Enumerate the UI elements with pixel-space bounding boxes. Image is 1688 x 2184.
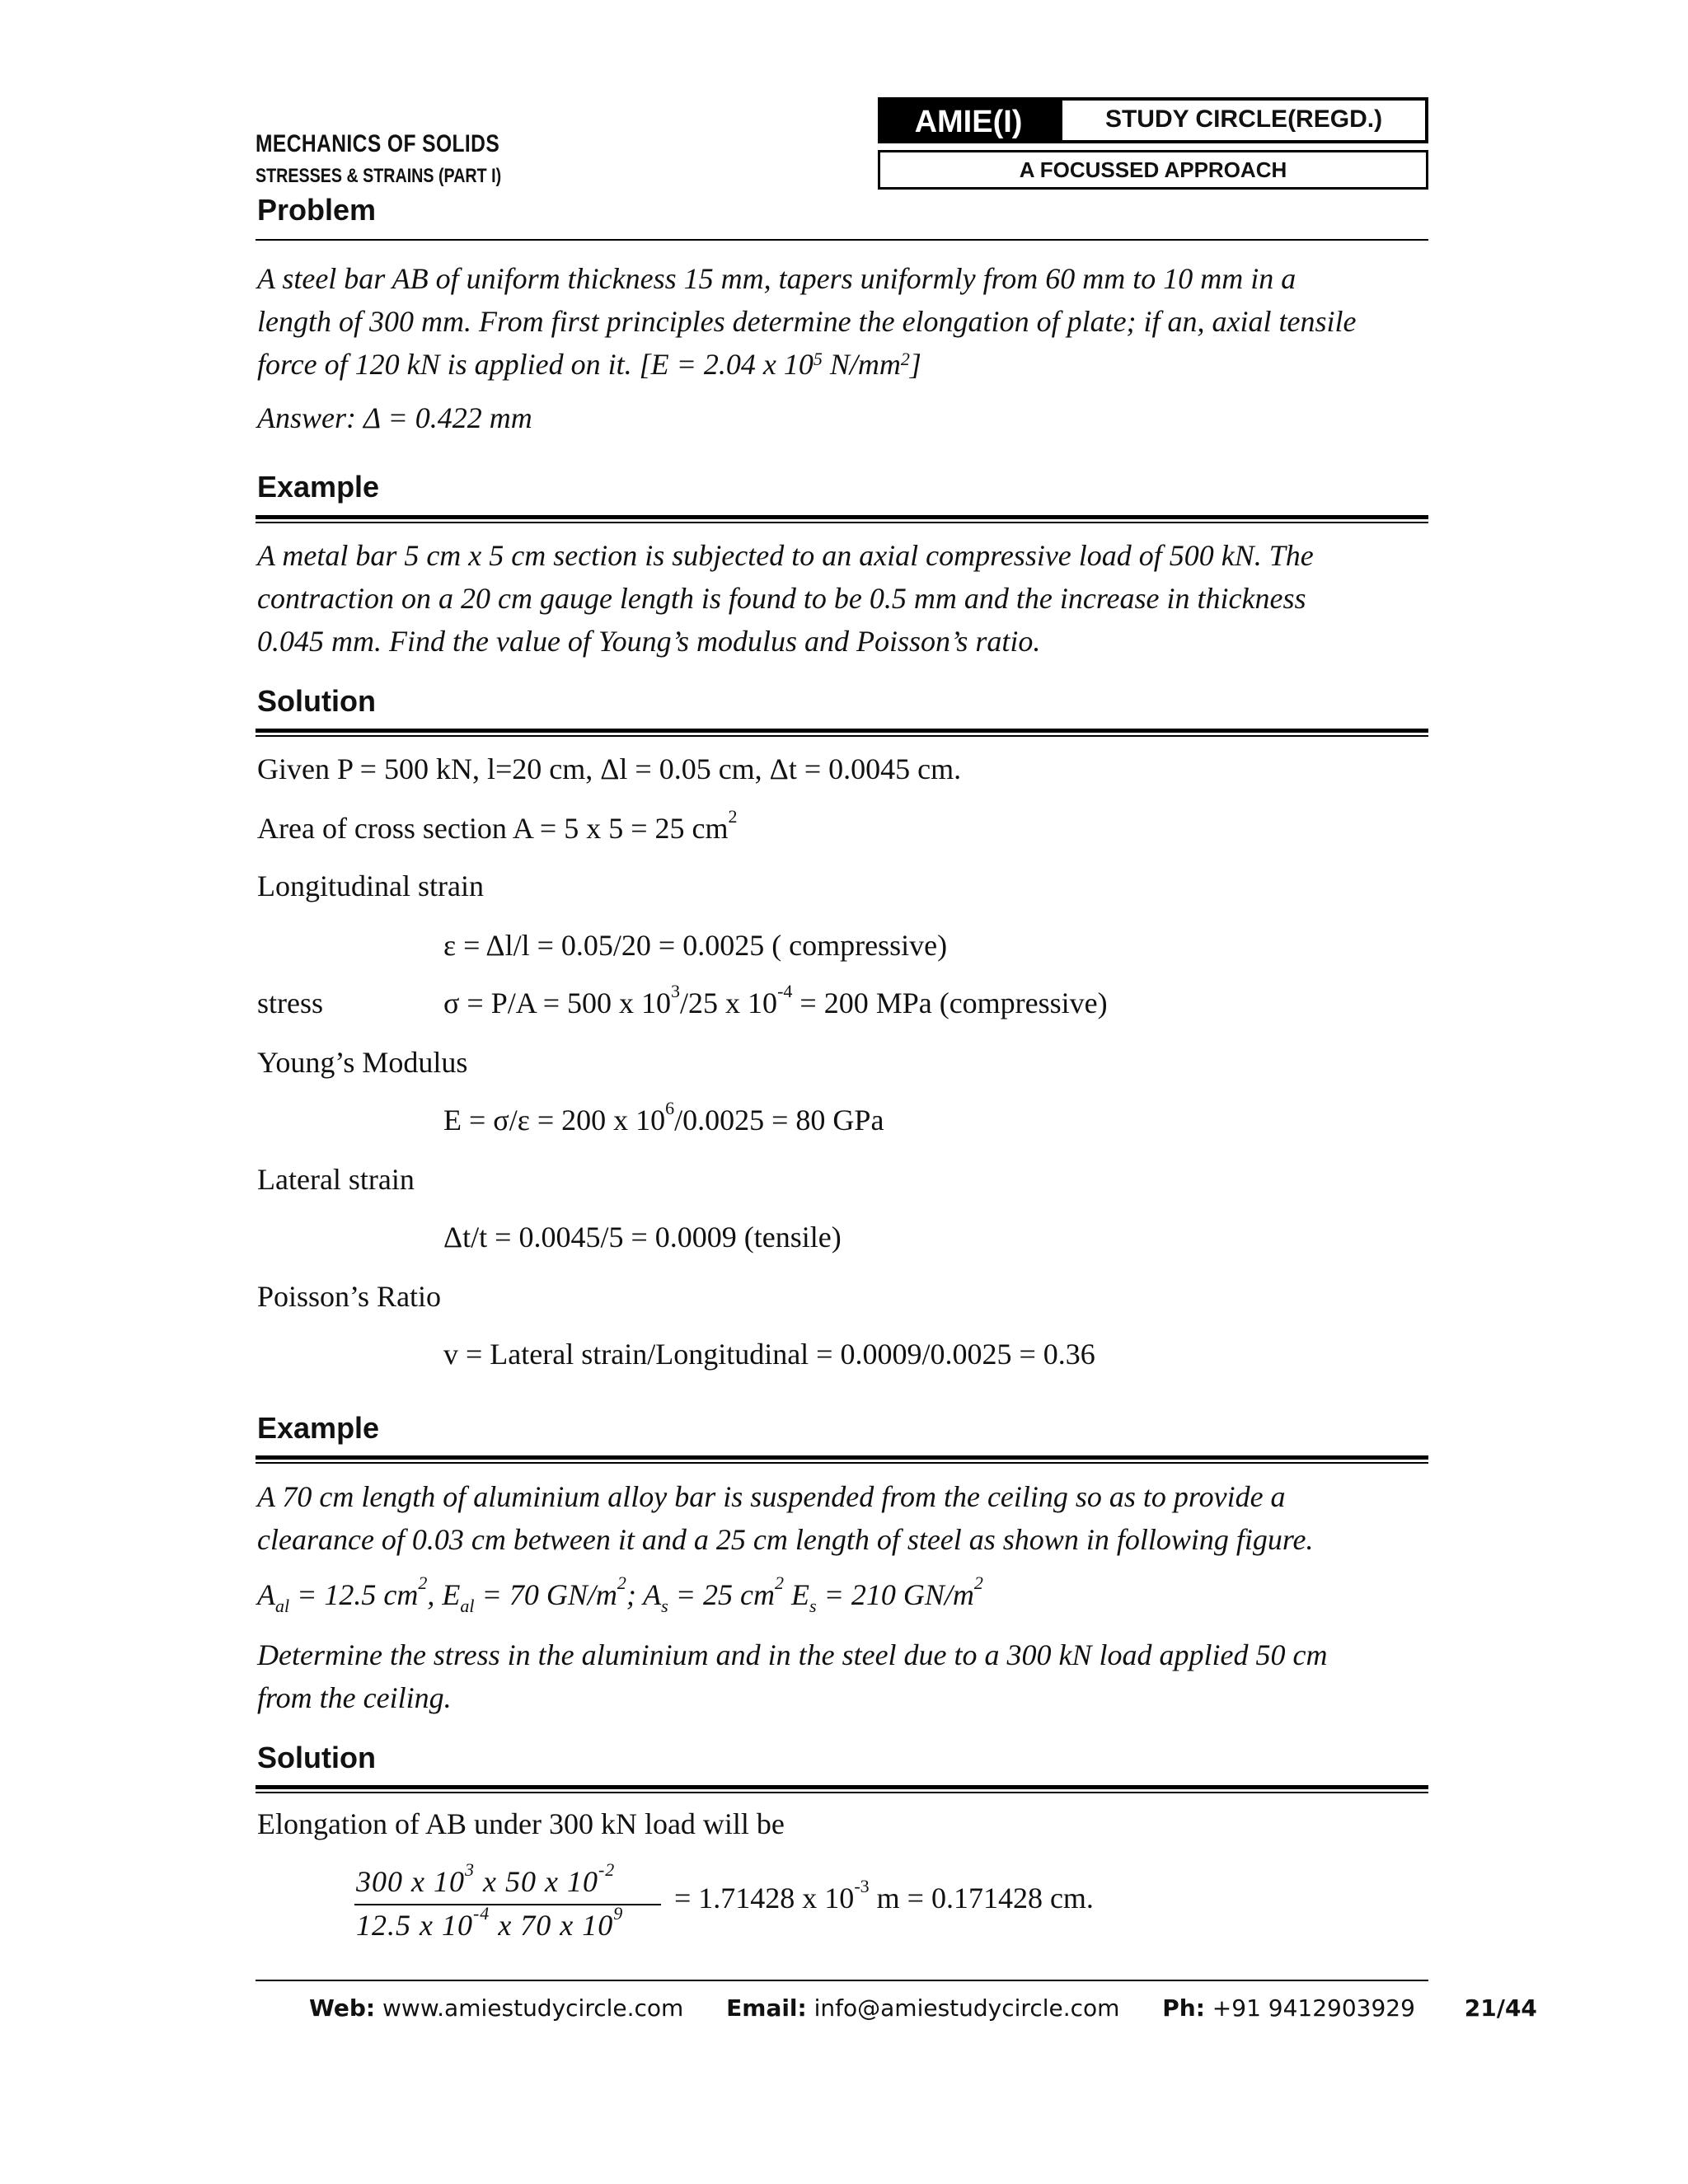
youngs-modulus-label: Young’s Modulus <box>257 1046 468 1079</box>
stress-label: stress <box>257 987 323 1019</box>
example-heading: Example <box>257 1411 380 1445</box>
example-heading: Example <box>257 470 380 504</box>
area-line: Area of cross section A = 5 x 5 = 25 $cm^2$ <box>257 806 738 845</box>
example-double-rule <box>256 1455 1428 1464</box>
solution-double-rule <box>256 729 1428 737</box>
example-line: 0.045 mm. Find the value of Young’s modulus and Poisson’s ratio. <box>257 625 1041 658</box>
phone-label: Ph: <box>1162 1994 1205 2022</box>
given-line: Given P = 500 kN, l=20 cm, Δl = 0.05 cm, Δt = 0.0045 cm. <box>257 752 962 785</box>
problem-answer: Answer: Δ = 0.422 mm <box>257 401 532 434</box>
example-line: A 70 cm length of aluminium alloy bar is suspended from the ceiling so as to provide a <box>257 1480 1286 1513</box>
example-text <box>257 1633 1428 1719</box>
elongation-result: = 1.71428 x $10^{-3}$ m = 0.171428 cm. <box>674 1876 1094 1915</box>
poissons-ratio-equation: v = Lateral strain/Longitudinal = 0.0009/0.0025 = 0.36 <box>443 1338 1095 1371</box>
stress-equation: σ = P/A = 500 x $10^3/25$ x $10^{-4} = 200$ MPa (compressive) <box>443 981 1108 1019</box>
lateral-strain-label: Lateral strain <box>257 1163 415 1196</box>
example-text <box>257 1475 1428 1561</box>
chapter-subtitle: STRESSES & STRAINS (PART I) <box>256 165 502 187</box>
solution-double-rule <box>256 1785 1428 1793</box>
website-link[interactable]: www.amiestudycircle.com <box>375 1994 684 2022</box>
fraction-numerator: 300 x $10^3$ x 50 x $10^{-2}$ <box>356 1859 616 1898</box>
study-circle-badge: STUDY CIRCLE(REGD.) <box>1059 97 1428 143</box>
problem-heading: Problem <box>257 193 377 227</box>
poissons-ratio-label: Poisson’s Ratio <box>257 1280 442 1313</box>
problem-line: length of 300 mm. From first principles determine the elongation of plate; if an, axial tensile <box>257 305 1357 338</box>
given-data-line: $A_{al} = 12.5$ $cm^2$, $E_{al} = 70$ $GN/m^2$; $A_s = 25$ $cm^2$ $E_s = 210$ $GN/m^2$ <box>257 1572 983 1616</box>
email-link[interactable]: info@amiestudycircle.com <box>806 1994 1120 2022</box>
solution-heading: Solution <box>257 1741 376 1774</box>
lateral-strain-equation: Δt/t = 0.0045/5 = 0.0009 (tensile) <box>443 1221 842 1254</box>
problem-text <box>257 257 1428 386</box>
elongation-intro: Elongation of AB under 300 kN load will be <box>257 1807 785 1840</box>
amie-badge: AMIE(I) <box>878 97 1059 143</box>
example-double-rule <box>256 515 1428 523</box>
page-number: 21/44 <box>1464 1994 1537 2022</box>
course-title: MECHANICS OF SOLIDS <box>256 130 500 157</box>
example-line: contraction on a 20 cm gauge length is found to be 0.5 mm and the increase in thickness <box>257 582 1306 615</box>
example-line: from the ceiling. <box>257 1681 452 1714</box>
fraction-denominator: 12.5 x $10^{-4}$ x 70 x $10^9$ <box>356 1903 624 1942</box>
youngs-modulus-equation: E = σ/ε = 200 x $10^6/0.0025 = 80$ GPa <box>443 1098 884 1137</box>
solution-heading: Solution <box>257 684 376 718</box>
web-label: Web: <box>309 1994 376 2022</box>
example-text <box>257 534 1428 663</box>
example-line: clearance of 0.03 cm between it and a 25 cm length of steel as shown in following figure. <box>257 1523 1314 1556</box>
problem-line: force of 120 kN is applied on it. [E = 2.04 x $10^5$ $N/mm^2$] <box>257 348 921 381</box>
phone-number: +91 9412903929 <box>1204 1994 1415 2022</box>
tagline-box: A FOCUSSED APPROACH <box>878 150 1428 190</box>
example-line: A metal bar 5 cm x 5 cm section is subjected to an axial compressive load of 500 kN. The <box>257 539 1314 572</box>
example-line: Determine the stress in the aluminium and in the steel due to a 300 kN load applied 50 cm <box>257 1638 1328 1671</box>
footer-rule <box>256 1980 1428 1981</box>
longitudinal-strain-label: Longitudinal strain <box>257 869 484 902</box>
problem-rule <box>256 239 1428 241</box>
problem-line: A steel bar AB of uniform thickness 15 mm, tapers uniformly from 60 mm to 10 mm in a <box>257 262 1296 295</box>
footer <box>309 1994 1537 2022</box>
longitudinal-strain-equation: ε = Δl/l = 0.05/20 = 0.0025 ( compressive) <box>443 929 948 962</box>
email-label: Email: <box>726 1994 807 2022</box>
